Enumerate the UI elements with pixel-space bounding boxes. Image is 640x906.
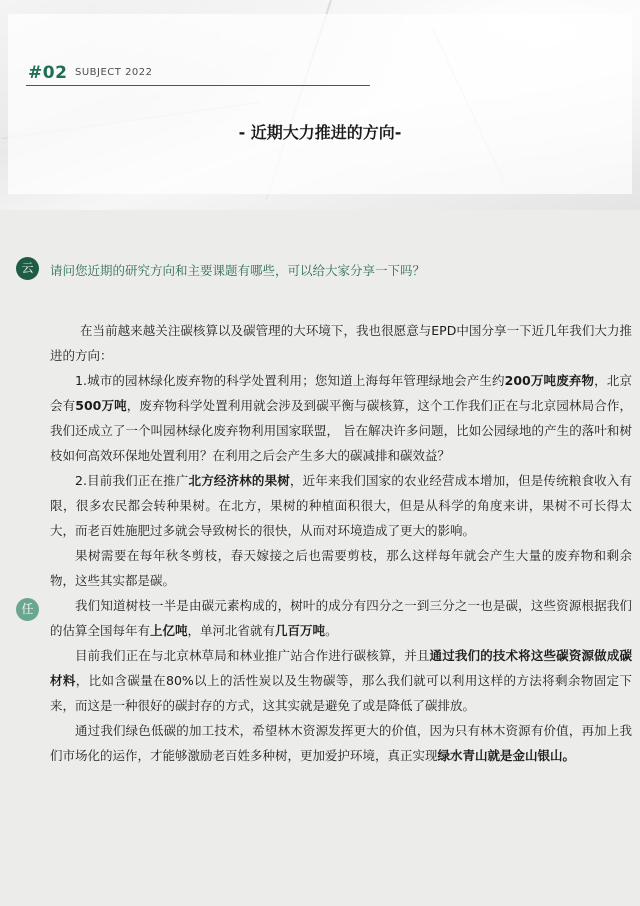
question-badge: 云 [16,257,39,280]
answer-badge: 任 [16,598,39,621]
highlight: 通过我们的技术将这些碳资源做成碳材料 [50,648,632,688]
section-subject: SUBJECT 2022 [75,67,153,78]
header-card [8,14,632,194]
answer-paragraph: 通过我们绿色低碳的加工技术，希望林木资源发挥更大的价值，因为只有林木资源有价值，再加上我们市场化的运作，才能够激励老百姓多种树，更加爱护环境，真正实现绿水青山就是金山银山。 [50,723,632,763]
answer-paragraph: 果树需要在每年秋冬剪枝，春天嫁接之后也需要剪枝，那么这样每年就会产生大量的废弃物和剩余物，这些其实都是碳。 [50,548,632,588]
page-title: - 近期大力推进的方向- [238,123,402,142]
answer-paragraph: 我们知道树枝一半是由碳元素构成的，树叶的成分有四分之一到三分之一也是碳，这些资源根据我们的估算全国每年有上亿吨，单河北省就有几百万吨。 [50,598,632,638]
answer-paragraph: 2.目前我们正在推广北方经济林的果树，近年来我们国家的农业经营成本增加，但是传统粮食收入有限，很多农民都会转种果树。在北方，果树的种植面积很大，但是从科学的角度来讲，果树不可长得太大，而老百姓施肥过多就会导致树长的很快，从而对环境造成了更大的影响。 [50,473,632,538]
highlight: 上亿吨 [150,623,188,638]
answer-body [50,318,632,768]
highlight: 200万吨废弃物 [504,373,595,388]
question-text: 请问您近期的研究方向和主要课题有哪些，可以给大家分享一下吗？ [50,263,426,278]
highlight: 绿水青山就是金山银山。 [437,748,576,763]
highlight: 几百万吨 [275,623,326,638]
highlight: 500万吨 [75,398,127,413]
header-banner [0,0,640,210]
answer-paragraph: 在当前越来越关注碳核算以及碳管理的大环境下，我也很愿意与EPD中国分享一下近几年我们大力推进的方向： [50,323,632,363]
header-divider [26,85,370,86]
answer-paragraph: 1.城市的园林绿化废弃物的科学处置利用；您知道上海每年管理绿地会产生约200万吨废弃物，北京会有500万吨，废弃物科学处置利用就会涉及到碳平衡与碳核算，这个工作我们正在与北京园林局合作，我们还成立了一个叫园林绿化废弃物利用国家联盟， 旨在解决许多问题，比如公园绿地的产生的落叶和树枝如何高效环保地处置利用？在利用之后会产生多大的碳减排和碳效益？ [50,373,632,463]
highlight: 北方经济林的果树 [188,473,290,488]
answer-paragraph: 目前我们正在与北京林草局和林业推广站合作进行碳核算，并且通过我们的技术将这些碳资源做成碳材料，比如含碳量在80%以上的活性炭以及生物碳等，那么我们就可以利用这样的方法将剩余物固定下来，而这是一种很好的碳封存的方式，这其实就是避免了或是降低了碳排放。 [50,648,632,713]
section-number: #02 [28,63,68,83]
